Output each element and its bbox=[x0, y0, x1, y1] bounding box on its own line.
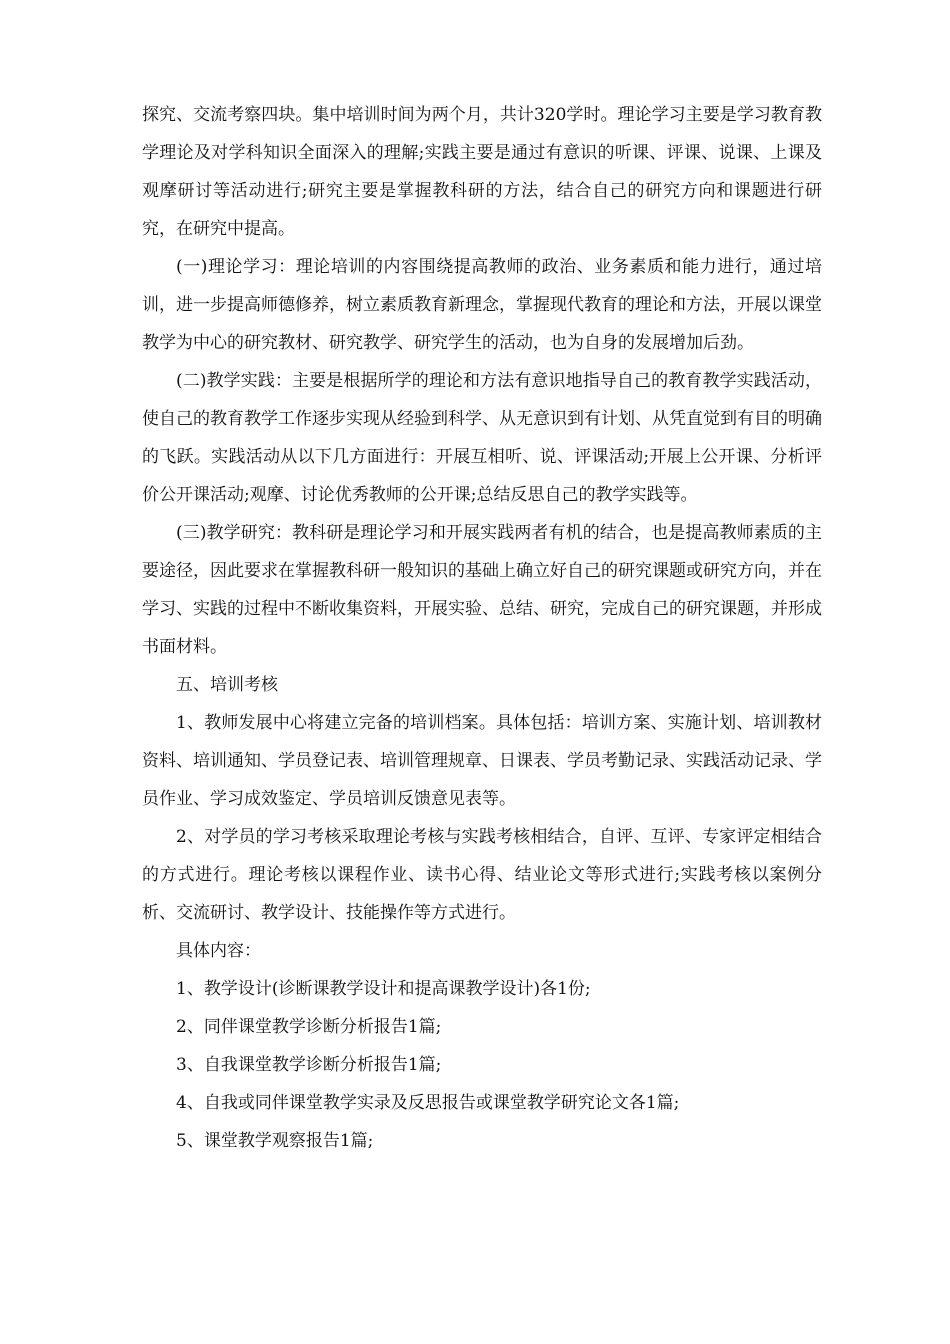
paragraph-specific-content-label: 具体内容： bbox=[176, 941, 261, 961]
document-body bbox=[142, 96, 822, 1160]
list-item: 2、同伴课堂教学诊断分析报告1篇; bbox=[176, 1017, 442, 1037]
paragraph-teaching-research: (三)教学研究：教科研是理论学习和开展实践两者有机的结合，也是提高教师素质的主要途径，因此要求在掌握教科研一般知识的基础上确立好自己的研究课题或研究方向，并在学习、实践的过程中不断收集资料，开展实验、总结、研究，完成自己的研究课题，并形成书面材料。 bbox=[142, 523, 822, 657]
paragraph-assessment-method: 2、对学员的学习考核采取理论考核与实践考核相结合，自评、互评、专家评定相结合的方式进行。理论考核以课程作业、读书心得、结业论文等形式进行;实践考核以案例分析、交流研讨、教学设计、技能操作等方式进行。 bbox=[142, 827, 822, 923]
section-heading-assessment: 五、培训考核 bbox=[176, 675, 278, 695]
paragraph-teaching-practice: (二)教学实践：主要是根据所学的理论和方法有意识地指导自己的教育教学实践活动，使自己的教育教学工作逐步实现从经验到科学、从无意识到有计划、从凭直觉到有目的明确的飞跃。实践活动从以下几方面进行：开展互相听、说、评课活动;开展上公开课、分析评价公开课活动;观摩、讨论优秀教师的公开课;总结反思自己的教学实践等。 bbox=[142, 371, 822, 505]
list-item: 4、自我或同伴课堂教学实录及反思报告或课堂教学研究论文各1篇; bbox=[176, 1093, 680, 1113]
list-item: 1、教学设计(诊断课教学设计和提高课教学设计)各1份; bbox=[176, 979, 591, 999]
paragraph-theory-study: (一)理论学习：理论培训的内容围绕提高教师的政治、业务素质和能力进行，通过培训，进一步提高师德修养，树立素质教育新理念，掌握现代教育的理论和方法，开展以课堂教学为中心的研究教材、研究教学、研究学生的活动，也为自身的发展增加后劲。 bbox=[142, 257, 822, 353]
list-item: 3、自我课堂教学诊断分析报告1篇; bbox=[176, 1055, 442, 1075]
paragraph-training-archive: 1、教师发展中心将建立完备的培训档案。具体包括：培训方案、实施计划、培训教材资料、培训通知、学员登记表、培训管理规章、日课表、学员考勤记录、实践活动记录、学员作业、学习成效鉴定、学员培训反馈意见表等。 bbox=[142, 713, 822, 809]
paragraph-training-overview: 探究、交流考察四块。集中培训时间为两个月，共计320学时。理论学习主要是学习教育教学理论及对学科知识全面深入的理解;实践主要是通过有意识的听课、评课、说课、上课及观摩研讨等活动进行;研究主要是掌握教科研的方法，结合自己的研究方向和课题进行研究，在研究中提高。 bbox=[142, 105, 822, 239]
list-item: 5、课堂教学观察报告1篇; bbox=[176, 1131, 374, 1151]
